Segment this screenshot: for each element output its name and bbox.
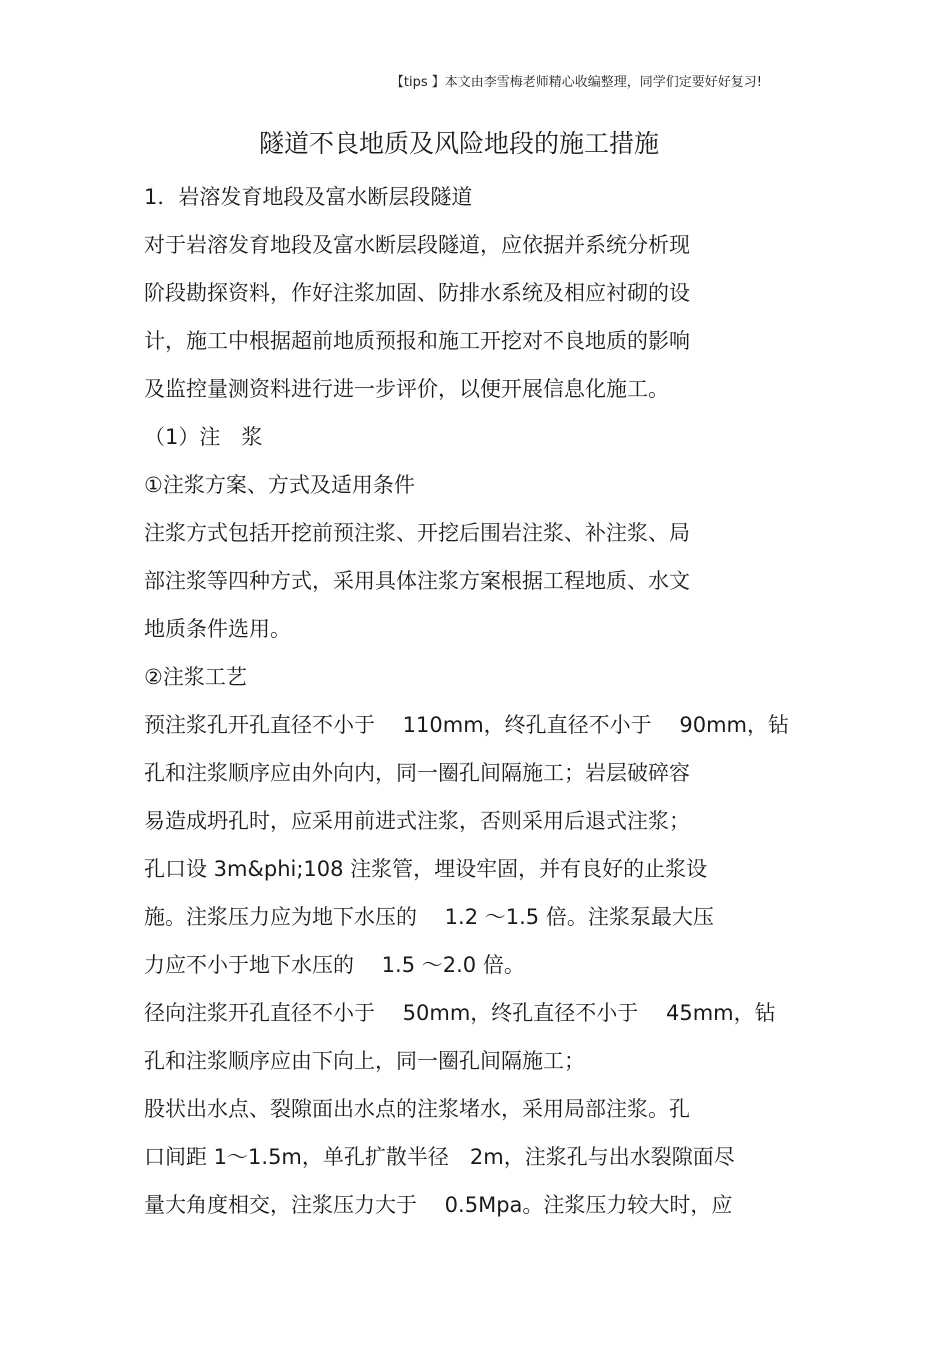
paragraph-line: 孔和注浆顺序应由外向内，同一圈孔间隔施工；岩层破碎容 (144, 761, 690, 785)
paragraph-line: 易造成坍孔时，应采用前进式注浆，否则采用后退式注浆； (144, 809, 690, 833)
paragraph-line: 施。注浆压力应为地下水压的 1.2 ～1.5 倍。注浆泵最大压 (144, 905, 714, 929)
section-heading: 1．岩溶发育地段及富水断层段隧道 (144, 185, 473, 209)
subsection-heading: （1）注 浆 (144, 425, 263, 449)
paragraph-line: 径向注浆开孔直径不小于 50mm，终孔直径不小于 45mm，钻 (144, 1001, 776, 1025)
paragraph-line: 孔和注浆顺序应由下向上，同一圈孔间隔施工； (144, 1049, 585, 1073)
paragraph-line: 阶段勘探资料，作好注浆加固、防排水系统及相应衬砌的设 (144, 281, 690, 305)
paragraph-line: 对于岩溶发育地段及富水断层段隧道，应依据并系统分析现 (144, 233, 690, 257)
document-title: 隧道不良地质及风险地段的施工措施 (258, 129, 659, 158)
subsection-heading: ①注浆方案、方式及适用条件 (144, 473, 415, 497)
paragraph-line: 注浆方式包括开挖前预注浆、开挖后围岩注浆、补注浆、局 (144, 521, 690, 545)
paragraph-line: 股状出水点、裂隙面出水点的注浆堵水，采用局部注浆。孔 (144, 1097, 690, 1121)
paragraph-line: 力应不小于地下水压的 1.5 ～2.0 倍。 (144, 953, 525, 977)
paragraph-line: 地质条件选用。 (144, 617, 291, 641)
paragraph-line: 孔口设 3m&phi;108 注浆管，埋设牢固，并有良好的止浆设 (144, 857, 708, 881)
paragraph-line: 及监控量测资料进行进一步评价，以便开展信息化施工。 (144, 377, 669, 401)
paragraph-line: 预注浆孔开孔直径不小于 110mm，终孔直径不小于 90mm，钻 (144, 713, 789, 737)
paragraph-line: 口间距 1～1.5m，单孔扩散半径 2m，注浆孔与出水裂隙面尽 (144, 1145, 735, 1169)
paragraph-line: 计，施工中根据超前地质预报和施工开挖对不良地质的影响 (144, 329, 690, 353)
paragraph-line: 量大角度相交，注浆压力大于 0.5Mpa。注浆压力较大时，应 (144, 1193, 733, 1217)
subsection-heading: ②注浆工艺 (144, 665, 247, 689)
paragraph-line: 部注浆等四种方式，采用具体注浆方案根据工程地质、水文 (144, 569, 690, 593)
header-tips: 【tips 】本文由李雪梅老师精心收编整理，同学们定要好好复习! (390, 75, 762, 90)
